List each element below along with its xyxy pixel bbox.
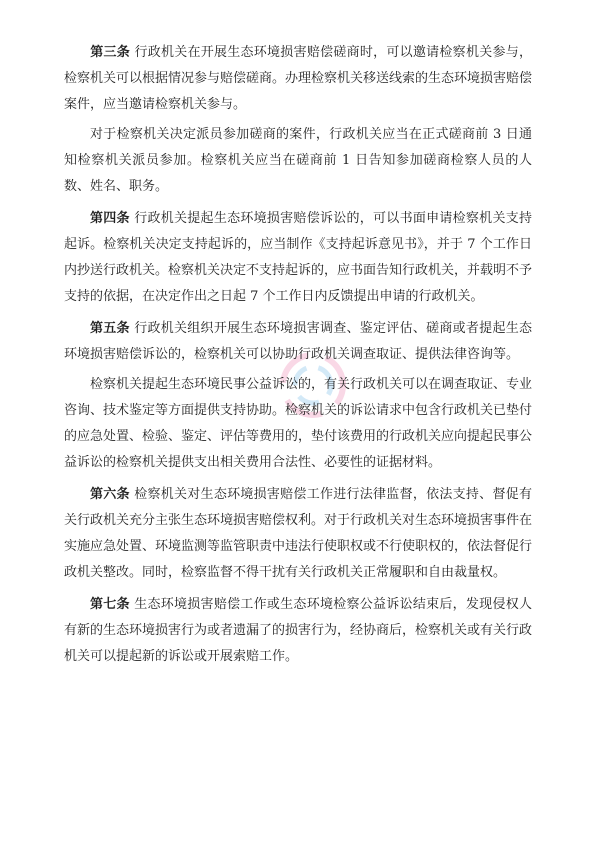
document-body bbox=[64, 40, 532, 674]
paragraph-article-5 bbox=[64, 316, 532, 368]
paragraph-text: 生态环境损害赔偿工作或生态环境检察公益诉讼结束后，发现侵权人有新的生态环境损害行为或者遗漏了的损害行为，经协商后，检察机关或有关行政机关可以提起新的诉讼或开展索赔工作。 bbox=[64, 597, 533, 664]
paragraph-text: 行政机关在开展生态环境损害赔偿磋商时，可以邀请检察机关参与，检察机关可以根据情况参与赔偿磋商。办理检察机关移送线索的生态环境损害赔偿案件，应当邀请检察机关参与。 bbox=[64, 45, 533, 112]
article-heading: 第三条 bbox=[90, 45, 131, 60]
paragraph-article-3 bbox=[64, 40, 532, 118]
paragraph-article-7 bbox=[64, 592, 532, 670]
paragraph-text: 检察机关对生态环境损害赔偿工作进行法律监督，依法支持、督促有关行政机关充分主张生态环境损害赔偿权利。对于行政机关对生态环境损害事件在实施应急处置、环境监测等监管职责中违法行使职权或不行使职权的，依法督促行政机关整改。同时，检察监督不得干扰有关行政机关正常履职和自由裁量权。 bbox=[64, 487, 533, 580]
paragraph-article-3-continued bbox=[64, 122, 532, 200]
paragraph-article-5-continued bbox=[64, 372, 532, 476]
paragraph-text: 行政机关提起生态环境损害赔偿诉讼的，可以书面申请检察机关支持起诉。检察机关决定支持起诉的，应当制作《支持起诉意见书》，并于 7 个工作日内抄送行政机关。检察机关决定不支持起诉的，应书面告知行政机关，并载明不予支持的依据，在决定作出之日起 7 个工作日内反馈提出申请的行政机关。 bbox=[64, 211, 533, 304]
article-heading: 第五条 bbox=[90, 321, 130, 336]
paragraph-text: 行政机关组织开展生态环境损害调查、鉴定评估、磋商或者提起生态环境损害赔偿诉讼的，检察机关可以协助行政机关调查取证、提供法律咨询等。 bbox=[64, 321, 532, 362]
article-heading: 第四条 bbox=[90, 211, 130, 226]
paragraph-text: 对于检察机关决定派员参加磋商的案件，行政机关应当在正式磋商前 3 日通知检察机关派员参加。检察机关应当在磋商前 1 日告知参加磋商检察人员的人数、姓名、职务。 bbox=[64, 127, 532, 194]
article-heading: 第六条 bbox=[90, 487, 130, 502]
article-heading: 第七条 bbox=[90, 597, 130, 612]
paragraph-article-4 bbox=[64, 206, 532, 310]
paragraph-article-6 bbox=[64, 482, 532, 586]
paragraph-text: 检察机关提起生态环境民事公益诉讼的，有关行政机关可以在调查取证、专业咨询、技术鉴定等方面提供支持协助。检察机关的诉讼请求中包含行政机关已垫付的应急处置、检验、鉴定、评估等费用的，垫付该费用的行政机关应向提起民事公益诉讼的检察机关提供支出相关费用合法性、必要性的证据材料。 bbox=[64, 377, 533, 470]
